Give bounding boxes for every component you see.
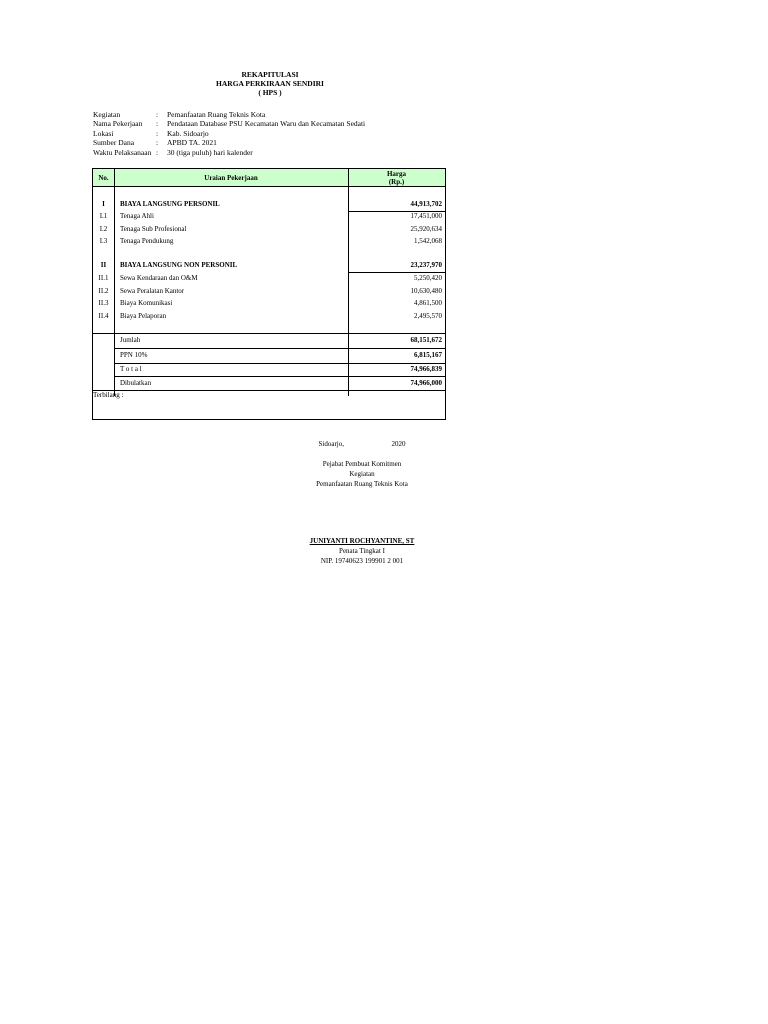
signer-rank: Penata Tingkat I [339, 547, 385, 555]
table-row-amount: 2,495,570 [414, 312, 442, 320]
title-line-2: HARGA PERKIRAAN SENDIRI [216, 79, 324, 88]
signer-name: JUNIYANTI ROCHYANTINE, ST [309, 537, 415, 545]
year: 2020 [391, 440, 406, 448]
title-line-1: REKAPITULASI [241, 70, 299, 79]
table-row-no: II.2 [98, 287, 109, 295]
summary-rounded-amount: 74,966,000 [410, 379, 442, 387]
section2-title: BIAYA LANGSUNG NON PERSONIL [120, 261, 238, 269]
meta-row-lokasi: Lokasi : Kab. Sidoarjo [93, 128, 209, 138]
summary-ppn-label: PPN 10% [120, 351, 148, 359]
table-row-amount: 17,451,000 [410, 212, 442, 220]
table-row-desc: Tenaga Ahli [120, 212, 154, 220]
summary-total-amount: 74,966,839 [410, 365, 442, 373]
table-row-amount: 25,920,634 [410, 225, 442, 233]
header-description: Uraian Pekerjaan [114, 169, 348, 187]
project-info [93, 110, 365, 157]
table-row-no: I.3 [99, 237, 108, 245]
col-divider-no [114, 169, 115, 396]
hps-table [92, 168, 446, 420]
summary-jumlah-label: Jumlah [120, 336, 141, 344]
table-row-desc: Sewa Peralatan Kantor [120, 287, 185, 295]
meta-value: Pemanfaatan Ruang Teknis Kota [167, 110, 266, 119]
table-row-desc: Tenaga Pendukung [120, 237, 174, 245]
section1-title: BIAYA LANGSUNG PERSONIL [120, 200, 220, 208]
header-price [348, 169, 445, 187]
meta-value: 30 (tiga puluh) hari kalender [167, 147, 253, 157]
summary-divider [93, 333, 445, 334]
header-price-line2: (Rp.) [388, 177, 405, 186]
signer-role-1: Pejabat Pembuat Komitmen [322, 460, 402, 468]
meta-row-kegiatan: Kegiatan : Pemanfaatan Ruang Teknis Kota [93, 110, 266, 119]
signer-role-3: Pemanfaatan Ruang Teknis Kota [316, 480, 408, 488]
meta-row-sumber-dana: Sumber Dana : APBD TA. 2021 [93, 138, 217, 148]
section2-total-underline [348, 272, 445, 273]
meta-label: Lokasi [93, 128, 114, 138]
section1-total: 44,913,702 [410, 200, 442, 208]
summary-total-label: T o t a l [120, 365, 142, 373]
table-row-no: II.3 [98, 299, 109, 307]
meta-label: Waktu Pelaksanaan [93, 147, 152, 157]
terbilang-label: Terbilang : [93, 391, 124, 399]
table-row-amount: 5,250,420 [414, 274, 442, 282]
table-row-amount: 4,861,500 [414, 299, 442, 307]
section2-no: II [100, 261, 107, 269]
summary-divider [114, 363, 445, 364]
summary-jumlah-amount: 68,151,672 [410, 336, 442, 344]
summary-rounded-label: Dibulatkan [120, 379, 152, 387]
signer-nip: NIP. 19740623 199901 2 001 [320, 557, 404, 565]
summary-divider [114, 376, 445, 377]
meta-row-waktu: Waktu Pelaksanaan : 30 (tiga puluh) hari kalender [93, 147, 253, 157]
table-row-desc: Sewa Kendaraan dan O&M [120, 274, 198, 282]
meta-label: Sumber Dana [93, 138, 135, 148]
meta-value: Kab. Sidoarjo [167, 128, 209, 138]
meta-label: Kegiatan [93, 110, 121, 119]
summary-divider [114, 348, 445, 349]
table-row-no: I.2 [99, 225, 108, 233]
table-row-amount: 10,630,480 [410, 287, 442, 295]
section2-total: 23,237,970 [410, 261, 442, 269]
table-row-no: II.4 [98, 312, 109, 320]
meta-value: Pendataan Database PSU Kecamatan Waru dan Kecamatan Sedati [167, 119, 366, 129]
table-row-amount: 1,542,068 [414, 237, 442, 245]
header-price-line1: Harga [386, 169, 407, 178]
section1-no: I [102, 200, 105, 208]
col-divider-price [348, 169, 349, 396]
meta-label: Nama Pekerjaan [93, 119, 143, 129]
table-row-desc: Biaya Pelaporan [120, 312, 167, 320]
signer-role-2: Kegiatan [349, 470, 375, 478]
terbilang-divider [93, 390, 445, 391]
table-row-no: II.1 [98, 274, 109, 282]
meta-value: APBD TA. 2021 [167, 138, 217, 148]
table-row-desc: Tenaga Sub Profesional [120, 225, 187, 233]
header-no: No. [93, 169, 114, 187]
table-row-no: I.1 [99, 212, 108, 220]
summary-ppn-amount: 6,815,167 [414, 351, 442, 359]
place: Sidoarjo, [318, 440, 344, 448]
place-date [262, 440, 462, 448]
meta-row-nama-pekerjaan: Nama Pekerjaan : Pendataan Database PSU Kecamatan Waru dan Kecamatan Sedati [93, 119, 366, 129]
title-line-3: ( HPS ) [258, 88, 282, 97]
table-row-desc: Biaya Komunikasi [120, 299, 173, 307]
